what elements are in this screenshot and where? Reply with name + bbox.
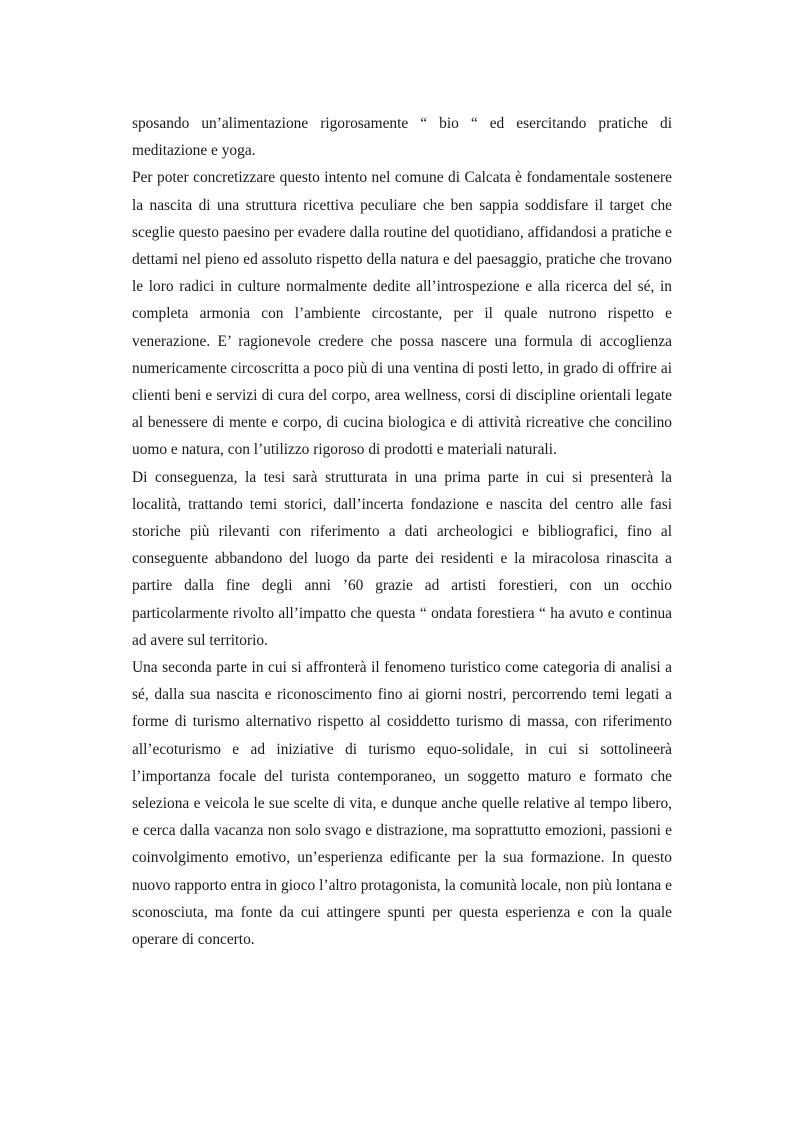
paragraph-thesis-first-part: Di conseguenza, la tesi sarà strutturata in una prima parte in cui si presenterà la località, trattando temi storici, dall’incerta fondazione e nascita del centro alle fasi storiche più rilevanti con riferimento a dati archeologici e bibliografici, fino al conseguente abbandono del luogo da parte dei residenti e la miracolosa rinascita a partire dalla fine degli anni ’60 grazie ad artisti forestieri, con un occhio particolarmente rivolto all’impatto che questa “ ondata forestiera “ ha avuto e continua ad avere sul territorio.	[132, 468, 672, 649]
paragraph-calcata-structure: Per poter concretizzare questo intento nel comune di Calcata è fondamentale sostenere la nascita di una struttura ricettiva peculiare che ben sappia soddisfare il target che sceglie questo paesino per evadere dalla routine del quotidiano, affidandosi a pratiche e dettami nel pieno ed assoluto rispetto della natura e del paesaggio, pratiche che trovano le loro radici in culture normalmente dedite all’introspezione e alla ricerca del sé, in completa armonia con l’ambiente circostante, per il quale nutrono rispetto e venerazione. E’ ragionevole credere che possa nascere una formula di accoglienza numericamente circoscritta a poco più di una ventina di posti letto, in grado di offrire ai clienti beni e servizi di cura del corpo, area wellness, corsi di discipline orientali legate al benessere di mente e corpo, di cucina biologica e di attività ricreative che concilino uomo e natura, con l’utilizzo rigoroso di prodotti e materiali naturali.	[132, 169, 672, 459]
paragraph-thesis-second-part: Una seconda parte in cui si affronterà il fenomeno turistico come categoria di analisi a sé, dalla sua nascita e riconoscimento fino ai giorni nostri, percorrendo temi legati a forme di turismo alternativo rispetto al cosiddetto turismo di massa, con riferimento all’ecoturismo e ad iniziative di turismo equo-solidale, in cui si sottolineerà l’importanza focale del turista contemporaneo, un soggetto maturo e formato che seleziona e veicola le sue scelte di vita, e dunque anche quelle relative al tempo libero, e cerca dalla vacanza non solo svago e distrazione, ma soprattutto emozioni, passioni e coinvolgimento emotivo, un’esperienza edificante per la sua formazione. In questo nuovo rapporto entra in gioco l’altro protagonista, la comunità locale, non più lontana e sconosciuta, ma fonte da cui attingere spunti per questa esperienza e con la quale operare di concerto.	[132, 659, 672, 949]
paragraph-continuation: sposando un’alimentazione rigorosamente “ bio “ ed esercitando pratiche di meditazione e yoga.	[132, 115, 672, 160]
body-text	[132, 110, 672, 953]
